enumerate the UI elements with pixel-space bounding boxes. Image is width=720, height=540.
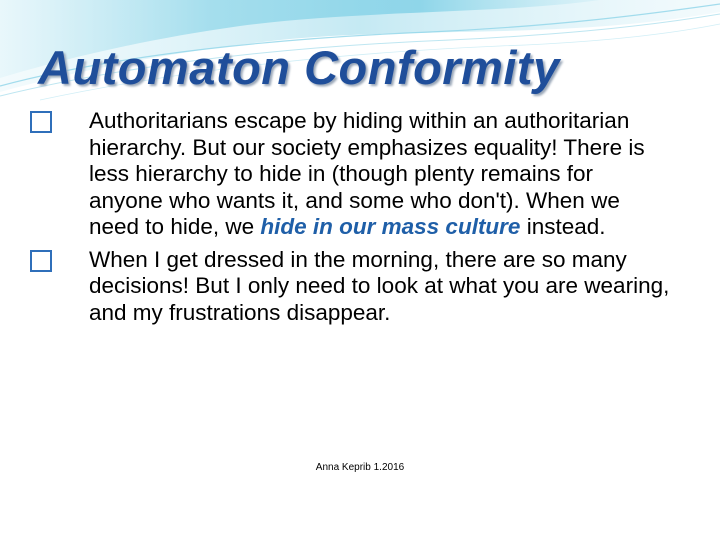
bullet-list — [30, 108, 670, 332]
bullet-item — [30, 108, 670, 241]
bullet-text: When I get dressed in the morning, there are so many decisions! But I only need to look at what you are wearing, and my frustrations disappear. — [89, 246, 670, 325]
bullet-text-end: instead. — [520, 214, 606, 239]
bullet-emphasis: hide in our mass culture — [260, 214, 521, 239]
slide-footer: Anna Keprib 1.2016 — [315, 462, 405, 473]
hollow-square-bullet-icon — [30, 250, 52, 272]
bullet-item — [30, 247, 670, 327]
hollow-square-bullet-icon — [30, 111, 52, 133]
slide-title: Automaton Conformity — [38, 41, 560, 94]
bullet-text: Authoritarians escape by hiding within an authoritarian hierarchy. But our society emphasizes equality! There is less hierarchy to hide in (though plenty remains for anyone who wants it, and some who don't). When we need to hide, we — [89, 108, 645, 239]
